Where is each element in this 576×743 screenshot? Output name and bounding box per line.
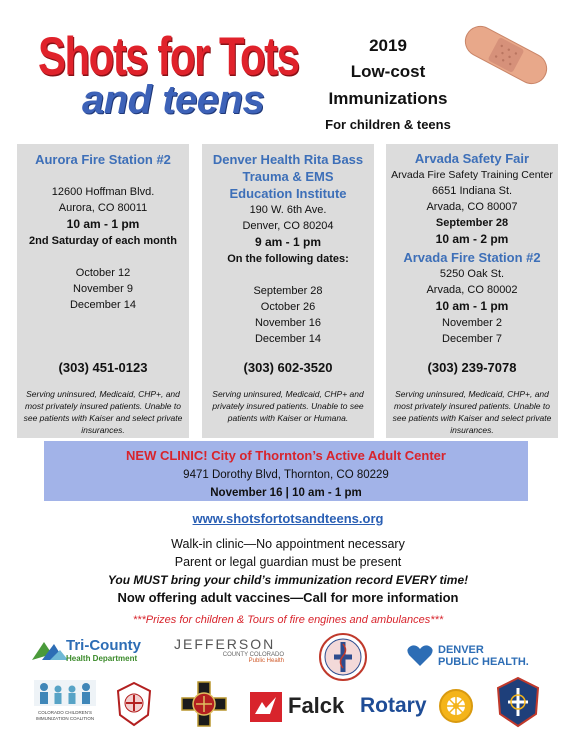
tri-county-logo — [30, 636, 150, 666]
low-cost-label: Low-cost — [350, 62, 426, 81]
aurora-fire-logo — [114, 681, 154, 727]
column-aurora — [17, 144, 189, 438]
jefferson-sub: COUNTY COLORADO — [222, 652, 284, 658]
date-item: November 9 — [73, 283, 133, 295]
phone-number: (303) 239-7078 — [427, 360, 517, 375]
phone-number: (303) 602-3520 — [243, 360, 333, 375]
address-line: Aurora, CO 80011 — [58, 202, 148, 214]
date-item: November 16 — [254, 317, 322, 329]
address-line: 5250 Oak St. — [439, 268, 505, 280]
immunizations-label: Immunizations — [328, 89, 448, 108]
phone-number: (303) 451-0123 — [58, 360, 148, 375]
denver-ph-name: DENVER — [438, 644, 484, 656]
insurance-note: Serving uninsured, Medicaid, CHP+, and most privately insured patients. Unable to see patients with Kaiser and select private insurances. — [392, 389, 552, 435]
year-label: 2019 — [369, 36, 407, 55]
ccic-logo — [30, 680, 100, 726]
date-item: October 12 — [75, 267, 131, 279]
column-heading-2: Arvada Fire Station #2 — [403, 250, 541, 265]
website-link[interactable]: www.shotsfortotsandteens.org — [192, 511, 384, 526]
column-heading: Arvada Safety Fair — [414, 151, 530, 166]
title-block — [38, 26, 308, 122]
insurance-note: Serving uninsured, Medicaid, CHP+, and most privately insured patients. Unable to see patients with Kaiser and select private insurances. — [23, 389, 183, 435]
falck-logo — [250, 692, 346, 722]
date-item: December 14 — [69, 299, 137, 311]
title-main: Shots for Tots — [38, 26, 299, 87]
jefferson-name: JEFFERSON — [174, 636, 276, 652]
new-clinic-banner — [44, 441, 528, 501]
address-line: 190 W. 6th Ave. — [249, 204, 327, 216]
address-line: Arvada, CO 80002 — [426, 284, 518, 296]
jefferson-logo — [174, 636, 290, 668]
date-item: October 26 — [260, 301, 316, 313]
address-line: Arvada, CO 80007 — [426, 201, 518, 213]
clinic-date: November 16 | 10 am - 1 pm — [210, 487, 362, 499]
for-children-label: For children & teens — [325, 117, 451, 132]
time-label: 10 am - 1 pm — [66, 217, 140, 231]
time-label: 10 am - 1 pm — [435, 299, 509, 313]
fire-department-logo — [180, 680, 228, 728]
time-label: 9 am - 1 pm — [254, 235, 322, 249]
rotary-logo — [360, 688, 480, 724]
insurance-note: Serving uninsured, Medicaid, CHP+ and privately insured patients. Unable to see patients with Kaiser or Humana. — [212, 389, 364, 423]
date-item: September 28 — [253, 285, 323, 297]
clinic-title: NEW CLINIC! City of Thornton’s Active Adult Center — [126, 448, 446, 463]
record-line: You MUST bring your child’s immunization record EVERY time! — [107, 573, 469, 587]
info-block — [0, 535, 576, 607]
column-heading: Aurora Fire Station #2 — [35, 152, 171, 167]
tri-county-icon — [30, 638, 70, 664]
denver-public-health-logo — [406, 642, 546, 670]
column-heading: Education Institute — [229, 186, 347, 201]
schedule-label: 2nd Saturday of each month — [29, 235, 177, 247]
tri-county-name: Tri-County — [66, 637, 141, 654]
arvada-fire-logo — [494, 676, 542, 728]
tri-county-sub: Health Department — [66, 654, 138, 663]
schedule-label: On the following dates: — [227, 253, 349, 265]
denver-paramedic-logo — [318, 632, 368, 682]
adult-line: Now offering adult vaccines—Call for more information — [117, 590, 459, 605]
date-item: September 28 — [435, 217, 509, 229]
title-sub: and teens — [82, 78, 265, 122]
clinic-address: 9471 Dorothy Blvd, Thornton, CO 80229 — [183, 469, 389, 481]
walkin-line: Walk-in clinic—No appointment necessary — [171, 537, 405, 551]
heart-icon — [406, 644, 434, 668]
column-heading: Trauma & EMS — [242, 169, 334, 184]
denver-ph-sub: PUBLIC HEALTH. — [438, 656, 529, 668]
falck-name: Falck — [288, 693, 345, 718]
people-icon — [34, 680, 96, 706]
falck-bird-icon — [250, 692, 282, 722]
jefferson-sub2: Public Health — [248, 658, 284, 664]
guardian-line: Parent or legal guardian must be present — [174, 555, 402, 569]
column-arvada — [386, 144, 558, 438]
bandaid-icon — [458, 22, 554, 88]
ccic-name: COLORADO CHILDREN’S IMMUNIZATION COALITION — [35, 710, 95, 721]
time-label: 10 am - 2 pm — [435, 232, 509, 246]
rotary-name: Rotary — [360, 694, 427, 717]
column-denver-health — [202, 144, 374, 438]
column-subheading: Arvada Fire Safety Training Center — [391, 169, 553, 181]
date-item: November 2 — [442, 317, 502, 329]
prizes-line: ***Prizes for children & Tours of fire engines and ambulances*** — [132, 614, 444, 626]
heading-block — [318, 34, 458, 134]
address-line: 6651 Indiana St. — [431, 185, 513, 197]
date-item: December 7 — [442, 333, 502, 345]
column-heading: Denver Health Rita Bass — [212, 152, 364, 167]
address-line: Denver, CO 80204 — [242, 220, 334, 232]
rotary-wheel-icon — [438, 688, 474, 724]
address-line: 12600 Hoffman Blvd. — [51, 186, 155, 198]
date-item: December 14 — [254, 333, 322, 345]
